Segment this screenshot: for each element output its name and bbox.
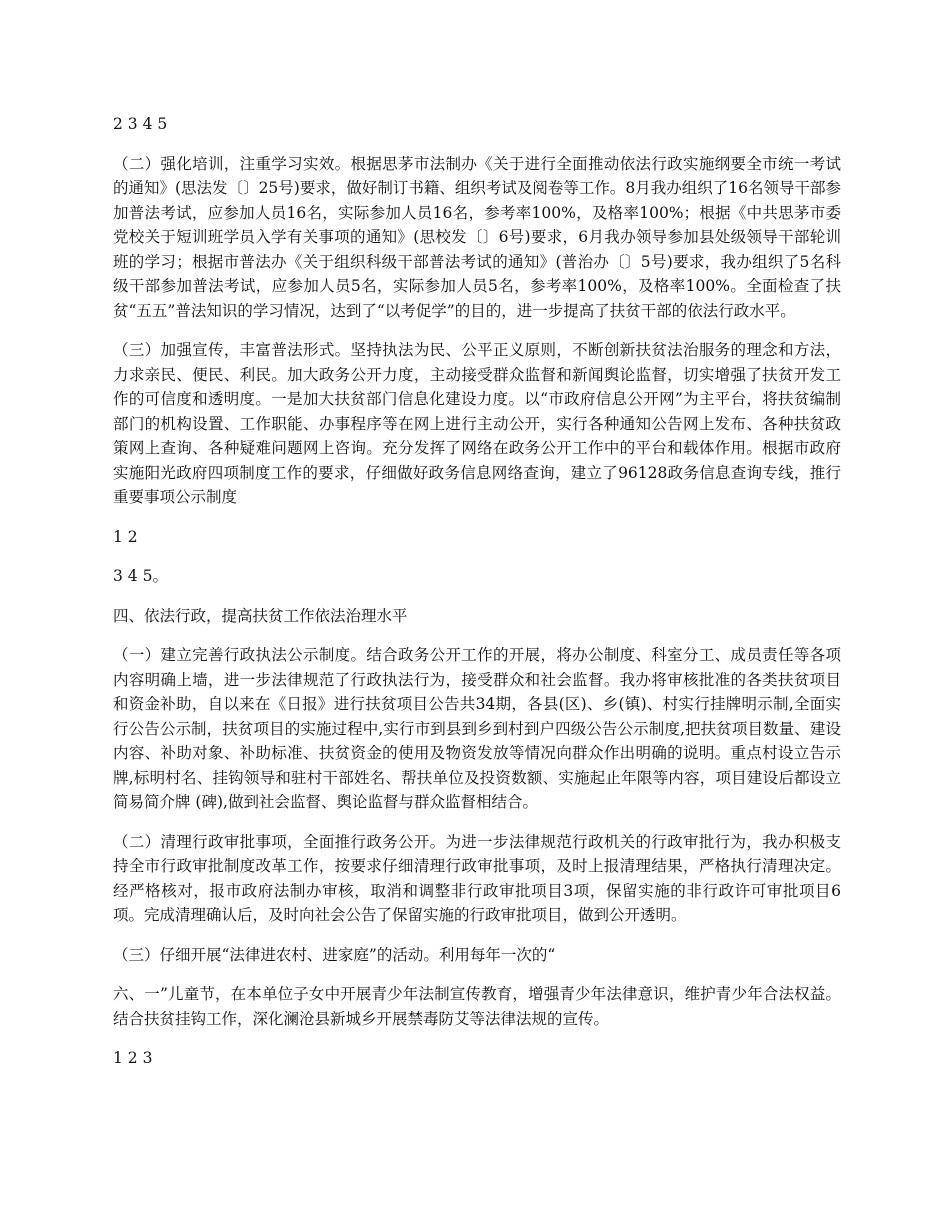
paragraph-childrens-day: 六、一”儿童节，在本单位子女中开展青少年法制宣传教育，增强青少年法律意识，维护青少年合法权益。结合扶贫挂钩工作，深化澜沧县新城乡开展禁毒防艾等法律法规的宣传。 [113, 985, 841, 1028]
paragraph-administrative-approval: （二）清理行政审批事项，全面推行政务公开。为进一步法律规范行政机关的行政审批行为，我办积极支持全市行政审批制度改革工作，按要求仔细清理行政审批事项，及时上报清理结果，严格执行清理决定。经严格核对，报市政府法制办审核，取消和调整非行政审批项目3项，保留实施的非行政许可审批项目6项。完成清理确认后，及时向社会公告了保留实施的行政审批项目，做到公开透明。 [113, 832, 841, 924]
page-number-line: 3 4 5。 [113, 567, 168, 585]
paragraph-training: （二）强化培训，注重学习实效。根据思茅市法制办《关于进行全面推动依法行政实施纲要全市统一考试的通知》(思法发〔〕25号)要求，做好制订书籍、组织考试及阅卷等工作。8月我办组织了16名领导干部参加普法考试，应参加人员16名，实际参加人员16名，参考率100%，及格率100%；根据《中共思茅市委党校关于短训班学员入学有关事项的通知》(思校发〔〕6号)要求，6月我办领导参加县处级领导干部轮训班的学习；根据市普法办《关于组织科级干部普法考试的通知》(普治办〔〕5号)要求，我办组织了5名科级干部参加普法考试，应参加人员5名，实际参加人员5名，参考率100%，及格率100%。全面检查了扶贫“五五”普法知识的学习情况，达到了“以考促学”的目的，进一步提高了扶贫干部的依法行政水平。 [113, 154, 841, 320]
document-page [113, 112, 841, 1086]
paragraph-enforcement-disclosure: （一）建立完善行政执法公示制度。结合政务公开工作的开展，将办公制度、科室分工、成员责任等各项内容明确上墙，进一步法律规范了行政执法行为，接受群众和社会监督。我办将审核批准的各类扶贫项目和资金补助，自以来在《日报》进行扶贫项目公告共34期，各县(区)、乡(镇)、村实行挂牌明示制,全面实行公告公示制，扶贫项目的实施过程中,实行市到县到乡到村到户四级公告公示制度,把扶贫项目数量、建设内容、补助对象、补助标准、扶贫资金的使用及物资发放等情况向群众作出明确的说明。重点村设立告示牌,标明村名、挂钩领导和驻村干部姓名、帮扶单位及投资数额、实施起止年限等内容，项目建设后都设立简易简介牌 (碑),做到社会监督、舆论监督与群众监督相结合。 [113, 646, 841, 811]
section-heading: 四、依法行政，提高扶贫工作依法治理水平 [113, 606, 408, 625]
page-number-line: 1 2 [113, 527, 138, 546]
page-number-line: 2 3 4 5 [113, 115, 168, 133]
page-number-line: 1 2 3 [113, 1049, 153, 1067]
paragraph-publicity: （三）加强宣传，丰富普法形式。坚持执法为民、公平正义原则，不断创新扶贫法治服务的理念和方法，力求亲民、便民、利民。加大政务公开力度，主动接受群众监督和新闻舆论监督，切实增强了扶贫开发工作的可信度和透明度。一是加大扶贫部门信息化建设力度。以“市政府信息公开网”为主平台，将扶贫编制部门的机构设置、工作职能、办事程序等在网上进行主动公开，实行各种通知公告网上发布、各种扶贫政策网上查询、各种疑难问题网上咨询。充分发挥了网络在政务公开工作中的平台和载体作用。根据市政府实施阳光政府四项制度工作的要求，仔细做好政务信息网络查询，建立了96128政务信息查询专线，推行重要事项公示制度 [113, 341, 841, 506]
paragraph-law-to-villages: （三）仔细开展“法律进农村、进家庭”的活动。利用每年一次的“ [113, 945, 556, 964]
